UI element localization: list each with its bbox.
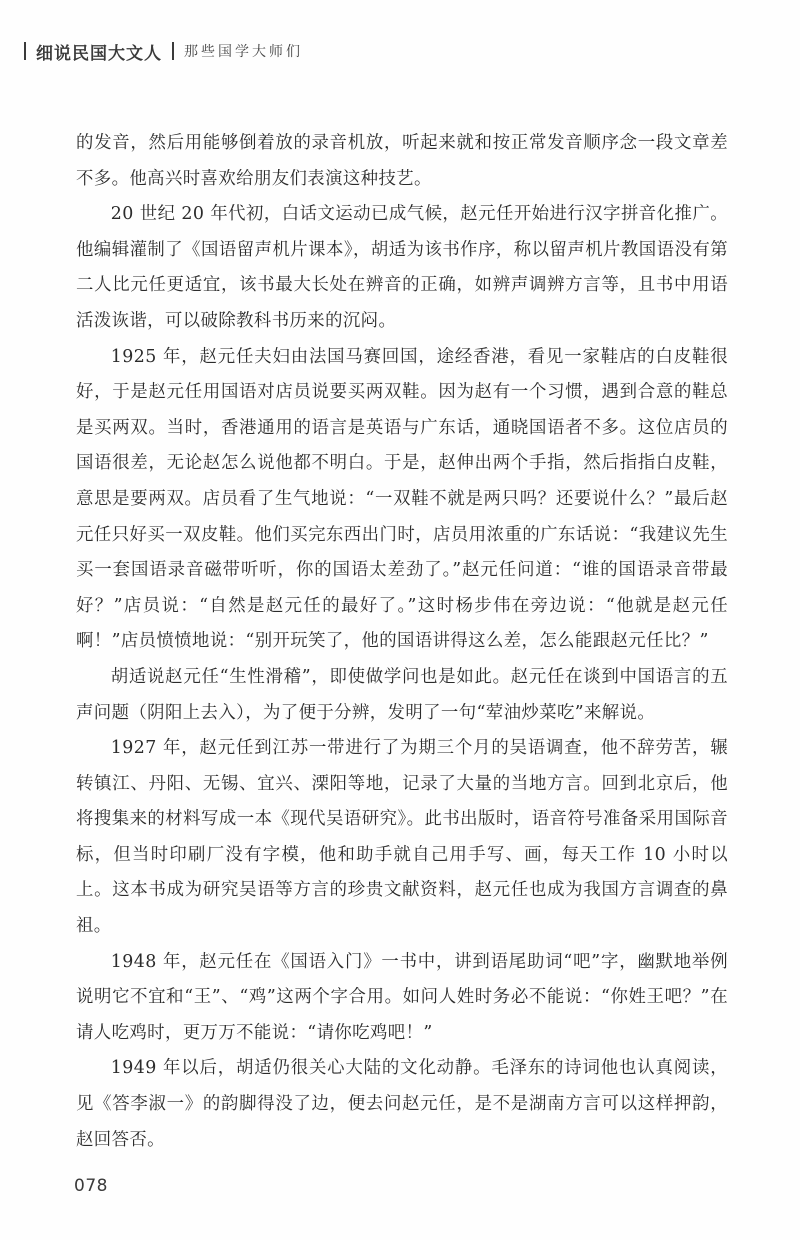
paragraph: 1948 年，赵元任在《国语入门》一书中，讲到语尾助词“吧”字，幽默地举例说明它不宜和“王”、“鸡”这两个字合用。如问人姓时务必不能说：“你姓王吧？”在请人吃鸡时，更万万不能说：“请你吃鸡吧！” [76, 951, 728, 1043]
header-divider-left [24, 42, 26, 60]
paragraph: 20 世纪 20 年代初，白话文运动已成气候，赵元任开始进行汉字拼音化推广。他编辑灌制了《国语留声机片课本》，胡适为该书作序，称以留声机片教国语没有第二人比元任更适宜，该书最大长处在辨音的正确，如辨声调辨方言等，且书中用语活泼诙谐，可以破除教科书历来的沉闷。 [76, 204, 728, 331]
page-number: 078 [74, 1176, 108, 1196]
paragraph: 1925 年，赵元任夫妇由法国马赛回国，途经香港，看见一家鞋店的白皮鞋很好，于是赵元任用国语对店员说要买两双鞋。因为赵有一个习惯，遇到合意的鞋总是买两双。当时，香港通用的语言是英语与广东话，通晓国语者不多。这位店员的国语很差，无论赵怎么说他都不明白。于是，赵伸出两个手指，然后指指白皮鞋，意思是要两双。店员看了生气地说：“一双鞋不就是两只吗？还要说什么？”最后赵元任只好买一双皮鞋。他们买完东西出门时，店员用浓重的广东话说：“我建议先生买一套国语录音磁带听听，你的国语太差劲了。”赵元任问道：“谁的国语录音带最好？”店员说：“自然是赵元任的最好了。”这时杨步伟在旁边说：“他就是赵元任啊！”店员愤愤地说：“别开玩笑了，他的国语讲得这么差，怎么能跟赵元任比？” [76, 346, 728, 652]
section-title: 那些国学大师们 [184, 44, 303, 60]
book-title: 细说民国大文人 [36, 43, 162, 64]
paragraph: 1927 年，赵元任到江苏一带进行了为期三个月的吴语调查，他不辞劳苦，辗转镇江、丹阳、无锡、宜兴、溧阳等地，记录了大量的当地方言。回到北京后，他将搜集来的材料写成一本《现代吴语研究》。此书出版时，语音符号准备采用国际音标，但当时印刷厂没有字模，他和助手就自己用手写、画，每天工作 10 小时以上。这本书成为研究吴语等方言的珍贵文献资料，赵元任也成为我国方言调查的鼻祖。 [76, 738, 728, 937]
paragraph-continued: 的发音，然后用能够倒着放的录音机放，听起来就和按正常发音顺序念一段文章差不多。他高兴时喜欢给朋友们表演这种技艺。 [76, 133, 728, 189]
header-divider-middle [172, 42, 174, 60]
paragraph: 胡适说赵元任“生性滑稽”，即使做学问也是如此。赵元任在谈到中国语言的五声问题（阴阳上去入），为了便于分辨，发明了一句“荤油炒菜吃”来解说。 [76, 666, 728, 723]
running-header [14, 36, 303, 66]
body-text [76, 126, 728, 1158]
paragraph: 1949 年以后，胡适仍很关心大陆的文化动静。毛泽东的诗词他也认真阅读，见《答李淑一》的韵脚得没了边，便去问赵元任，是不是湖南方言可以这样押韵，赵回答否。 [76, 1058, 728, 1150]
